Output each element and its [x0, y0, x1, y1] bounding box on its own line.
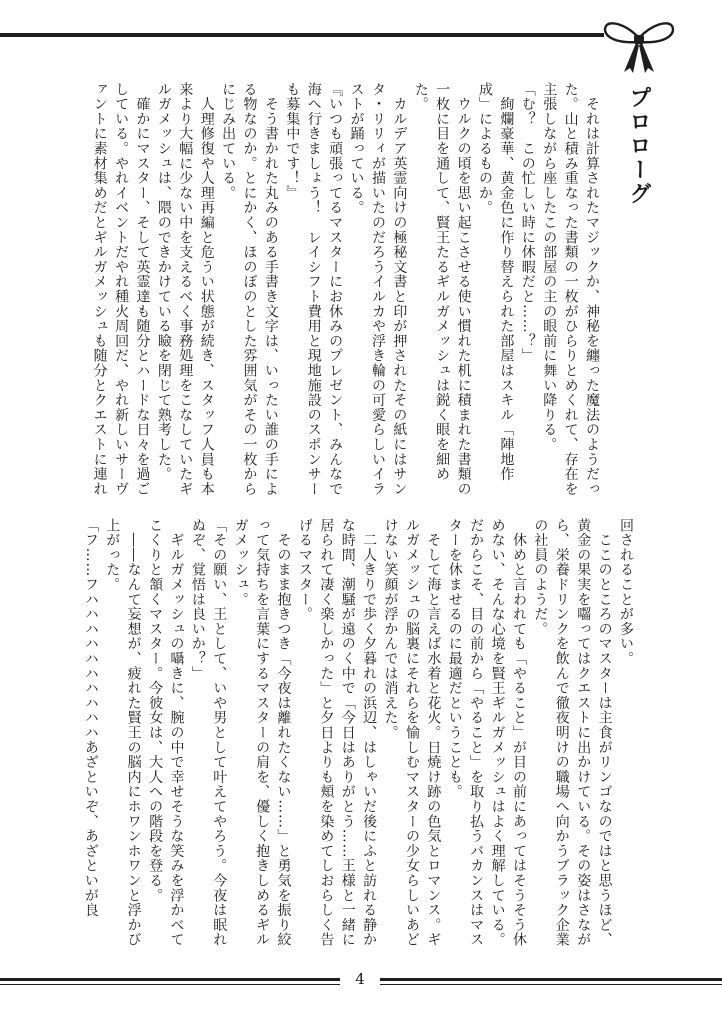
bow-ribbon-icon — [596, 18, 682, 74]
paragraph: 「その願い、王として、いや男として叶えてやろう。今夜は眠れぬぞ、覚悟は良いか？」 — [189, 518, 228, 948]
paragraph: 「む？ この忙しい時に休暇だと……？」 — [519, 82, 536, 364]
paragraph: カルデア英霊向けの極秘文書と印が押されたその紙にはサンタ・リリィが描いたのだろうイルカや浮き輪の可愛らしいイラストが踊っている。 — [348, 82, 408, 497]
body-text-top — [90, 82, 602, 502]
chapter-title: プロローグ — [626, 86, 652, 206]
paragraph: 『いつも頑張ってるマスターにお休みのプレゼント、みんなで海へ行きましょう！ レイシフト費用と現地施設のスポンサーも募集中です！』 — [284, 82, 344, 497]
paragraph: 確かにマスター、そして英霊達も随分とハードな日々を過ごしている。やれイベントだやれ種火周回だ、やれ新しいサーヴァントに素材集めだとギルガメッシュも随分とクエストに連れ — [91, 82, 151, 497]
paragraph: 絢爛豪華、黄金色に作り替えられた部屋はスキル「陣地作成」によるものか。 — [476, 82, 515, 482]
paragraph: そう書かれた丸みのある手書き文字は、いったい誰の手による物なのか。とにかく、ほのぼのとした雰囲気がその一枚からにじみ出ている。 — [220, 82, 279, 497]
paragraph: ギルガメッシュの囁きに、腕の中で幸せそうな笑みを浮かべてこくりと頷くマスター。今彼女は、大人への階段を登る。 — [147, 518, 185, 948]
paragraph: そのまま抱きつき「今夜は離れたくない……」と勇気を振り絞って気持ちを言葉にするマスターの肩を、優しく抱きしめるギルガメッシュ。 — [232, 518, 292, 948]
paragraph: 「フ……フハハハハハハハハハハあざといぞ、あざといが良 — [82, 518, 99, 918]
paragraph: 休めと言われても「やること」が目の前にあってはそうそう休めない、そんな心境を賢王ギルガメッシュはよく理解している。だからこそ、目の前から「やること」を取り払うバカンスはマスターを休ませるのに最適だということも。 — [446, 518, 527, 948]
paragraph: ――なんて妄想が、疲れた賢王の脳内にホワンホワンと浮かび上がった。 — [104, 518, 142, 948]
paragraph: ここのところのマスターは主食がリンゴなのではと思うほど、黄金の果実を囓ってはクエストに出かけている。その姿はさながら、栄養ドリンクを飲んで徹夜明けの職場へ向かうブラック企業の社員のようだ。 — [532, 518, 613, 948]
paragraph: そして海と言えば水着と花火。日焼け跡の色気とロマンス。ギルガメッシュの脳裏にそれらを愉しむマスターの少女らしいあどけない笑顔が浮かんでは消えた。 — [382, 518, 442, 948]
page-number-box — [340, 968, 380, 990]
paragraph: 二人きりで歩く夕暮れの浜辺、はしゃいだ後にふと訪れる静かな時間、潮騒が遠のく中で「今日はありがとう……王様と一緒に居られて凄く楽しかった」と夕日よりも頬を染めてしおらしく告げるマスター。 — [296, 518, 378, 948]
paragraph: それは計算されたマジックか、神秘を纏った魔法のようだった。山と積み重なった書類の一枚がひらりとめくれて、存在を主張しながら座したこの部屋の主の眼前に舞い降りる。 — [541, 82, 600, 497]
paragraph: ウルクの頃を思い起こさせる使い慣れた机に積まれた書類の一枚に目を通して、賢王たるギルガメッシュは鋭く眼を細めた。 — [412, 82, 472, 497]
body-text-bottom — [82, 518, 636, 958]
header-rule — [0, 33, 604, 37]
page-number: 4 — [355, 970, 365, 988]
paragraph: 人理修復や人理再編と危うい状態が続き、スタッフ人員も本来より大幅に少ない中を支えるべく事務処理をこなしていたギルガメッシュは、隈のできかけている瞼を閉じて熟考した。 — [155, 82, 215, 497]
paragraph: 回されることが多い。 — [618, 518, 634, 666]
